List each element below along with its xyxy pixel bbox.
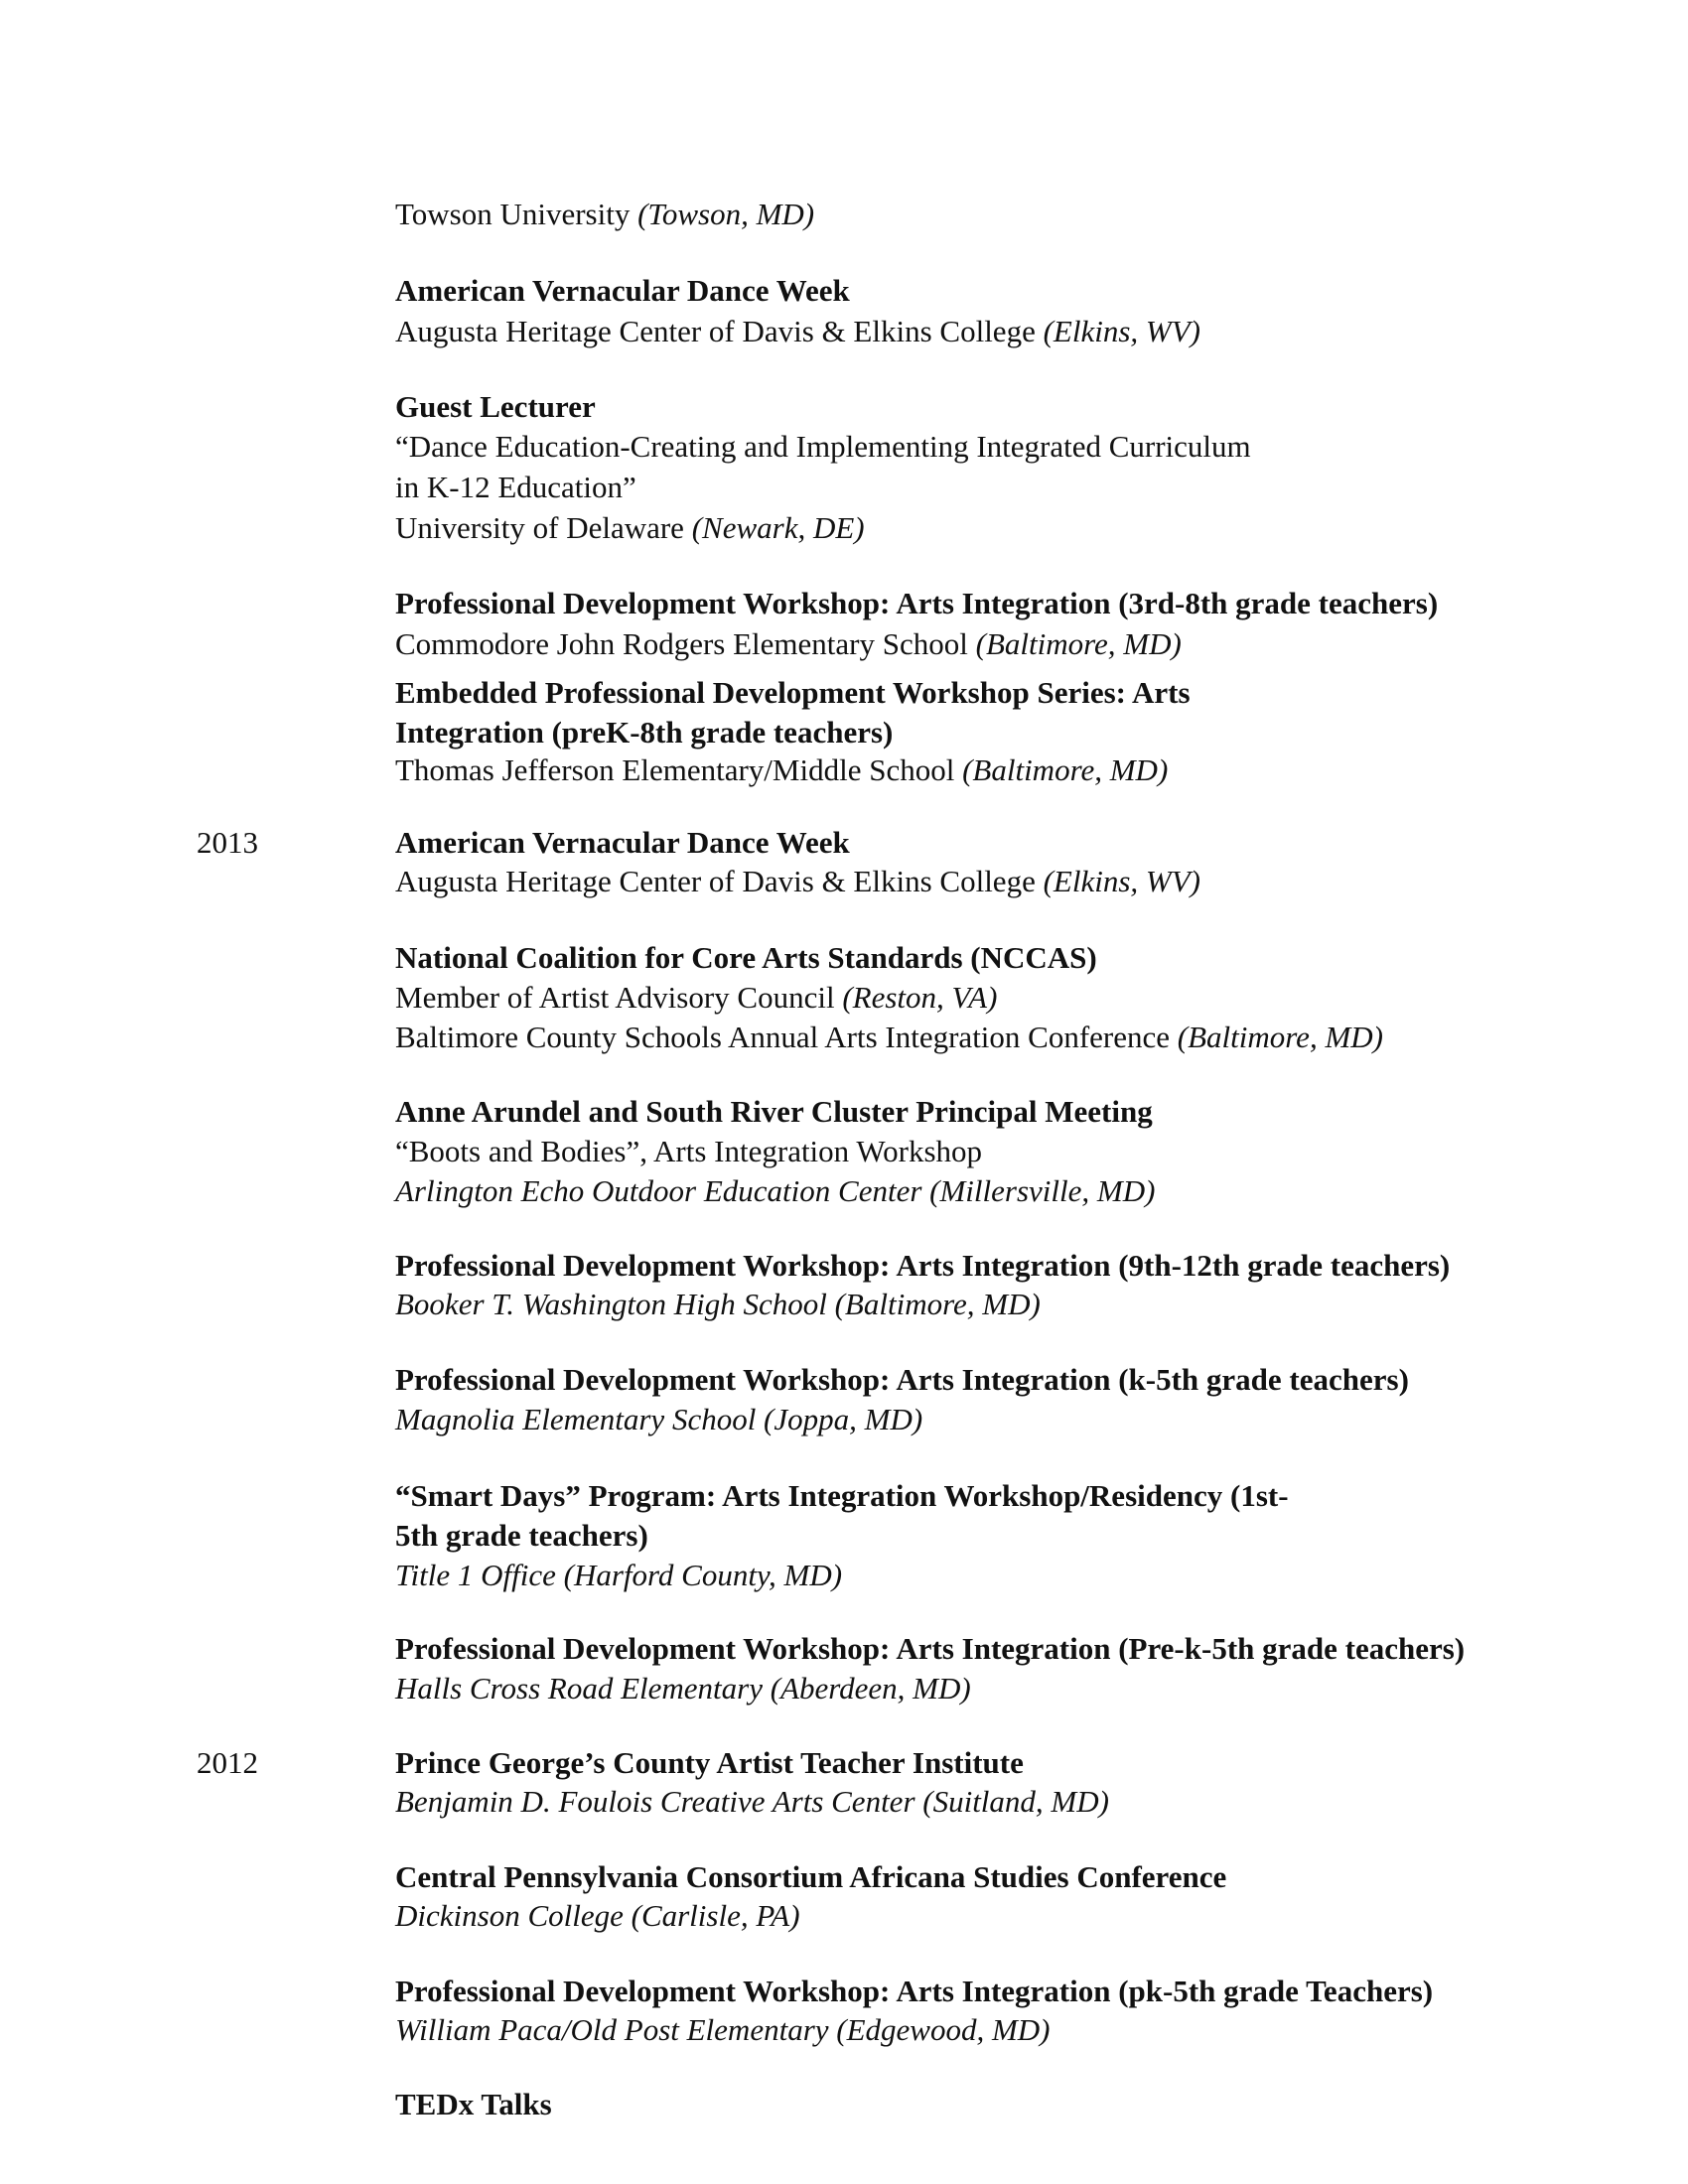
entry-title: American Vernacular Dance Week <box>395 825 850 860</box>
institution-name: Towson University <box>395 197 631 231</box>
detail-text: Baltimore County Schools Annual Arts Integration Conference <box>395 1020 1171 1054</box>
entry-description: “Boots and Bodies”, Arts Integration Workshop <box>395 1134 983 1168</box>
entry-title: Professional Development Workshop: Arts Integration (9th-12th grade teachers) <box>395 1248 1451 1283</box>
entry-detail-line <box>395 978 997 1018</box>
entry-place: Booker T. Washington High School (Baltimore, MD) <box>395 1287 1041 1321</box>
entry-title: Professional Development Workshop: Arts Integration (pk-5th grade Teachers) <box>395 1974 1434 2008</box>
entry-title: Professional Development Workshop: Arts Integration (Pre-k-5th grade teachers) <box>395 1631 1466 1666</box>
entry-institution-line <box>395 508 865 548</box>
location: (Baltimore, MD) <box>975 626 1182 661</box>
institution-name: Thomas Jefferson Elementary/Middle School <box>395 752 955 787</box>
entry-place: Arlington Echo Outdoor Education Center (Millersville, MD) <box>395 1173 1156 1208</box>
location: (Towson, MD) <box>637 197 815 231</box>
institution-name: University of Delaware <box>395 510 684 545</box>
entry-place: Halls Cross Road Elementary (Aberdeen, MD) <box>395 1671 971 1706</box>
entry-institution-line <box>395 751 1168 790</box>
entry-institution-line <box>395 312 1200 351</box>
location: (Elkins, WV) <box>1043 864 1200 898</box>
location: (Baltimore, MD) <box>1177 1020 1383 1054</box>
entry-title: Integration (preK-8th grade teachers) <box>395 715 894 750</box>
entry-title: American Vernacular Dance Week <box>395 273 850 308</box>
entry-institution-line <box>395 862 1200 901</box>
entry-title: National Coalition for Core Arts Standards (NCCAS) <box>395 940 1097 975</box>
entry-title: TEDx Talks <box>395 2087 552 2121</box>
location: (Baltimore, MD) <box>962 752 1169 787</box>
entry-place: Title 1 Office (Harford County, MD) <box>395 1558 843 1592</box>
entry-title: 5th grade teachers) <box>395 1518 648 1553</box>
entry-title: Prince George’s County Artist Teacher Institute <box>395 1745 1024 1780</box>
entry-title: “Smart Days” Program: Arts Integration Workshop/Residency (1st- <box>395 1478 1289 1513</box>
institution-name: Augusta Heritage Center of Davis & Elkins College <box>395 864 1036 898</box>
entry-description: in K-12 Education” <box>395 470 636 504</box>
entry-place: Benjamin D. Foulois Creative Arts Center (Suitland, MD) <box>395 1784 1109 1819</box>
location: (Reston, VA) <box>842 980 998 1015</box>
entry-title: Anne Arundel and South River Cluster Principal Meeting <box>395 1094 1153 1129</box>
entry-place: Dickinson College (Carlisle, PA) <box>395 1898 800 1933</box>
institution-name: Augusta Heritage Center of Davis & Elkins College <box>395 314 1036 348</box>
entry-place: William Paca/Old Post Elementary (Edgewood, MD) <box>395 2012 1051 2047</box>
entry-institution-line <box>395 195 814 234</box>
institution-name: Commodore John Rodgers Elementary School <box>395 626 968 661</box>
year-label: 2012 <box>197 1745 258 1780</box>
location: (Elkins, WV) <box>1043 314 1200 348</box>
detail-text: Member of Artist Advisory Council <box>395 980 835 1015</box>
entry-title: Central Pennsylvania Consortium Africana Studies Conference <box>395 1859 1227 1894</box>
entry-title: Professional Development Workshop: Arts Integration (3rd-8th grade teachers) <box>395 586 1439 620</box>
entry-title: Professional Development Workshop: Arts Integration (k-5th grade teachers) <box>395 1362 1409 1397</box>
entry-place: Magnolia Elementary School (Joppa, MD) <box>395 1402 923 1436</box>
location: (Newark, DE) <box>691 510 865 545</box>
entry-title: Guest Lecturer <box>395 389 596 424</box>
entry-description: “Dance Education-Creating and Implementing Integrated Curriculum <box>395 429 1251 464</box>
entry-detail-line <box>395 1018 1383 1057</box>
entry-institution-line <box>395 624 1182 664</box>
year-label: 2013 <box>197 825 258 860</box>
entry-title: Embedded Professional Development Workshop Series: Arts <box>395 675 1191 710</box>
